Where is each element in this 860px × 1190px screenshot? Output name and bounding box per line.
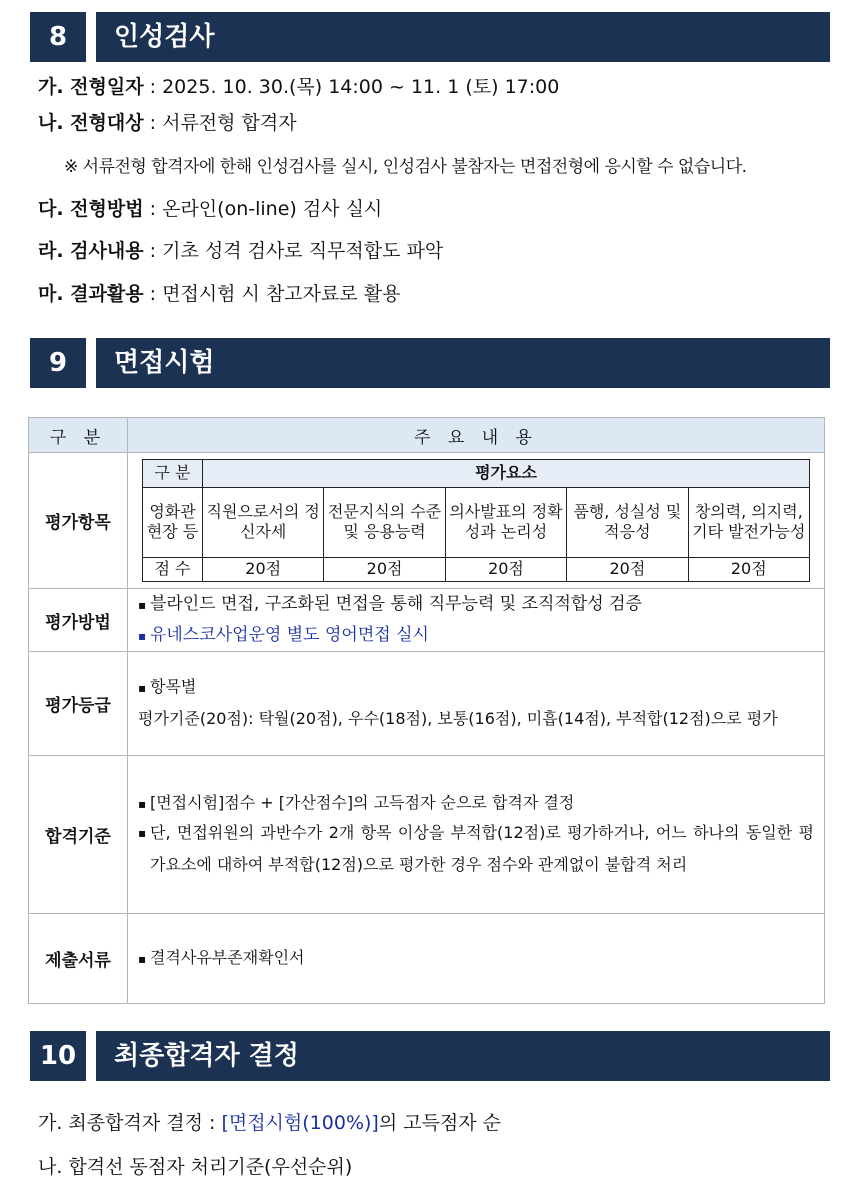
section-9-header	[30, 338, 830, 388]
score-label: 점 수	[143, 557, 203, 581]
eval-items-cell	[128, 453, 825, 589]
score-3: 20점	[445, 557, 566, 581]
score-2: 20점	[324, 557, 445, 581]
row-label-eval-method: 평가방법	[29, 589, 128, 652]
section-number: 9	[30, 338, 86, 388]
element-3: 의사발표의 정확성과 논리성	[445, 487, 566, 557]
section-title: 인성검사	[96, 12, 830, 62]
interview-table	[28, 417, 825, 1004]
inner-header-category: 구 분	[143, 459, 203, 487]
element-5: 창의력, 의지력, 기타 발전가능성	[688, 487, 809, 557]
documents-bullet: ▪ 결격사유부존재확인서	[138, 943, 814, 974]
eval-elements-table	[142, 459, 810, 582]
s8-item-usage: 마. 결과활용 : 면접시험 시 참고자료로 활용	[38, 283, 401, 305]
s10-item-final: 가. 최종합격자 결정 : [면접시험(100%)]의 고득점자 순	[38, 1112, 502, 1134]
eval-method-bullet-2: ▪ 유네스코사업운영 별도 영어면접 실시	[138, 620, 814, 651]
pass-criteria-bullet-2-wrap: ▪ 단, 면접위원의 과반수가 2개 항목 이상을 부적합(12점)로 평가하거나, 어느 하나의 동일한 평가요소에 대하여 부적합(12점)으로 평가한 경우 점수와 관계없이 불합격 처리	[138, 823, 814, 874]
section-8-header	[30, 12, 830, 62]
pass-criteria-bullet-2: 단, 면접위원의 과반수가 2개 항목 이상을 부적합(12점)로 평가하거나, 어느 하나의 동일한 평가요소에 대하여 부적합(12점)으로 평가한 경우 점수와 관계없이 불합격 처리	[150, 823, 814, 874]
row-label-pass-criteria: 합격기준	[29, 756, 128, 914]
element-4: 품행, 성실성 및 적응성	[567, 487, 688, 557]
section-number: 10	[30, 1031, 86, 1081]
element-2: 전문지식의 수준 및 응용능력	[324, 487, 445, 557]
eval-grade-text: 평가기준(20점): 탁월(20점), 우수(18점), 보통(16점), 미흡(14점), 부적합(12점)으로 평가	[138, 709, 778, 728]
element-1: 직원으로서의 정신자세	[203, 487, 324, 557]
eval-grade-bullet: ▪ 항목별	[138, 672, 814, 703]
s8-note: ※ 서류전형 합격자에 한해 인성검사를 실시, 인성검사 불참자는 면접전형에 응시할 수 없습니다.	[64, 157, 747, 177]
section-number: 8	[30, 12, 86, 62]
score-4: 20점	[567, 557, 688, 581]
pass-criteria-cell	[128, 756, 825, 914]
s10-highlight: [면접시험(100%)]	[221, 1112, 379, 1134]
col-header-content: 주 요 내 용	[128, 418, 825, 453]
eval-method-bullet-1: ▪ 블라인드 면접, 구조화된 면접을 통해 직무능력 및 조직적합성 검증	[138, 589, 814, 620]
section-10-header	[30, 1031, 830, 1081]
section-title: 면접시험	[96, 338, 830, 388]
s8-item-date: 가. 전형일자 : 2025. 10. 30.(목) 14:00 ~ 11. 1 (토) 17:00	[38, 76, 560, 98]
s8-item-content: 라. 검사내용 : 기초 성격 검사로 직무적합도 파악	[38, 240, 444, 262]
section-title: 최종합격자 결정	[96, 1031, 830, 1081]
s8-item-target: 나. 전형대상 : 서류전형 합격자	[38, 112, 297, 134]
s8-item-method: 다. 전형방법 : 온라인(on-line) 검사 실시	[38, 198, 383, 220]
row-label-eval-grade: 평가등급	[29, 652, 128, 756]
score-1: 20점	[203, 557, 324, 581]
eval-grade-cell	[128, 652, 825, 756]
eval-method-cell	[128, 589, 825, 652]
row-label-documents: 제출서류	[29, 914, 128, 1004]
row-label-eval-items: 평가항목	[29, 453, 128, 589]
inner-header-elements: 평가요소	[203, 459, 810, 487]
s10-item-tiebreak: 나. 합격선 동점자 처리기준(우선순위)	[38, 1156, 353, 1178]
documents-cell	[128, 914, 825, 1004]
score-5: 20점	[688, 557, 809, 581]
inner-row-label: 영화관 현장 등	[143, 487, 203, 557]
col-header-category: 구 분	[29, 418, 128, 453]
pass-criteria-bullet-1: ▪ [면접시험]점수 + [가산점수]의 고득점자 순으로 합격자 결정	[138, 788, 814, 819]
